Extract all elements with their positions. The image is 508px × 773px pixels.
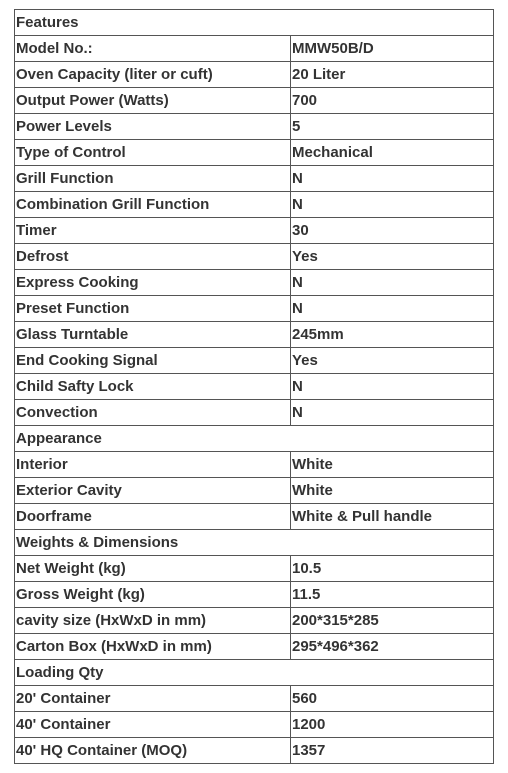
spec-value: 1200: [291, 712, 494, 738]
spec-label: Power Levels: [15, 114, 291, 140]
spec-row: [15, 218, 494, 244]
spec-row: [15, 712, 494, 738]
spec-value: 295*496*362: [291, 634, 494, 660]
spec-value: 245mm: [291, 322, 494, 348]
spec-row: [15, 166, 494, 192]
spec-label: Grill Function: [15, 166, 291, 192]
spec-value: N: [291, 192, 494, 218]
spec-label: Glass Turntable: [15, 322, 291, 348]
spec-value: Yes: [291, 348, 494, 374]
spec-value: White: [291, 452, 494, 478]
spec-row: [15, 452, 494, 478]
spec-row: [15, 322, 494, 348]
spec-row: [15, 296, 494, 322]
section-header-row: [15, 530, 494, 556]
spec-value: Yes: [291, 244, 494, 270]
spec-table: [14, 9, 494, 764]
spec-row: [15, 634, 494, 660]
section-header-row: [15, 660, 494, 686]
spec-label: 20' Container: [15, 686, 291, 712]
spec-value: 200*315*285: [291, 608, 494, 634]
spec-value: MMW50B/D: [291, 36, 494, 62]
spec-row: [15, 270, 494, 296]
spec-label: Child Safty Lock: [15, 374, 291, 400]
spec-row: [15, 374, 494, 400]
spec-value: 560: [291, 686, 494, 712]
spec-label: Oven Capacity (liter or cuft): [15, 62, 291, 88]
spec-label: Timer: [15, 218, 291, 244]
section-header: Loading Qty: [15, 660, 494, 686]
spec-label: End Cooking Signal: [15, 348, 291, 374]
spec-label: Model No.:: [15, 36, 291, 62]
spec-row: [15, 556, 494, 582]
spec-value: 1357: [291, 738, 494, 764]
spec-row: [15, 504, 494, 530]
spec-label: Doorframe: [15, 504, 291, 530]
spec-value: 30: [291, 218, 494, 244]
section-header-row: [15, 10, 494, 36]
spec-label: Output Power (Watts): [15, 88, 291, 114]
spec-label: Interior: [15, 452, 291, 478]
spec-row: [15, 608, 494, 634]
spec-label: 40' HQ Container (MOQ): [15, 738, 291, 764]
spec-row: [15, 88, 494, 114]
spec-row: [15, 686, 494, 712]
spec-table-body: [15, 10, 494, 764]
spec-label: Convection: [15, 400, 291, 426]
spec-value: 700: [291, 88, 494, 114]
section-header: Appearance: [15, 426, 494, 452]
spec-row: [15, 114, 494, 140]
spec-value: 5: [291, 114, 494, 140]
spec-label: Preset Function: [15, 296, 291, 322]
spec-value: 20 Liter: [291, 62, 494, 88]
spec-value: 11.5: [291, 582, 494, 608]
spec-label: Carton Box (HxWxD in mm): [15, 634, 291, 660]
spec-row: [15, 140, 494, 166]
spec-label: Express Cooking: [15, 270, 291, 296]
section-header: Features: [15, 10, 494, 36]
spec-row: [15, 738, 494, 764]
spec-row: [15, 192, 494, 218]
spec-row: [15, 400, 494, 426]
spec-value: N: [291, 296, 494, 322]
spec-label: Type of Control: [15, 140, 291, 166]
spec-label: Exterior Cavity: [15, 478, 291, 504]
spec-row: [15, 582, 494, 608]
spec-label: Defrost: [15, 244, 291, 270]
spec-row: [15, 244, 494, 270]
spec-value: White & Pull handle: [291, 504, 494, 530]
spec-value: White: [291, 478, 494, 504]
spec-label: 40' Container: [15, 712, 291, 738]
spec-value: N: [291, 270, 494, 296]
spec-value: N: [291, 400, 494, 426]
spec-row: [15, 478, 494, 504]
spec-value: N: [291, 166, 494, 192]
section-header-row: [15, 426, 494, 452]
spec-label: Gross Weight (kg): [15, 582, 291, 608]
spec-row: [15, 348, 494, 374]
section-header: Weights & Dimensions: [15, 530, 494, 556]
spec-label: Net Weight (kg): [15, 556, 291, 582]
spec-label: cavity size (HxWxD in mm): [15, 608, 291, 634]
spec-row: [15, 62, 494, 88]
spec-value: N: [291, 374, 494, 400]
spec-row: [15, 36, 494, 62]
spec-value: 10.5: [291, 556, 494, 582]
spec-label: Combination Grill Function: [15, 192, 291, 218]
spec-value: Mechanical: [291, 140, 494, 166]
